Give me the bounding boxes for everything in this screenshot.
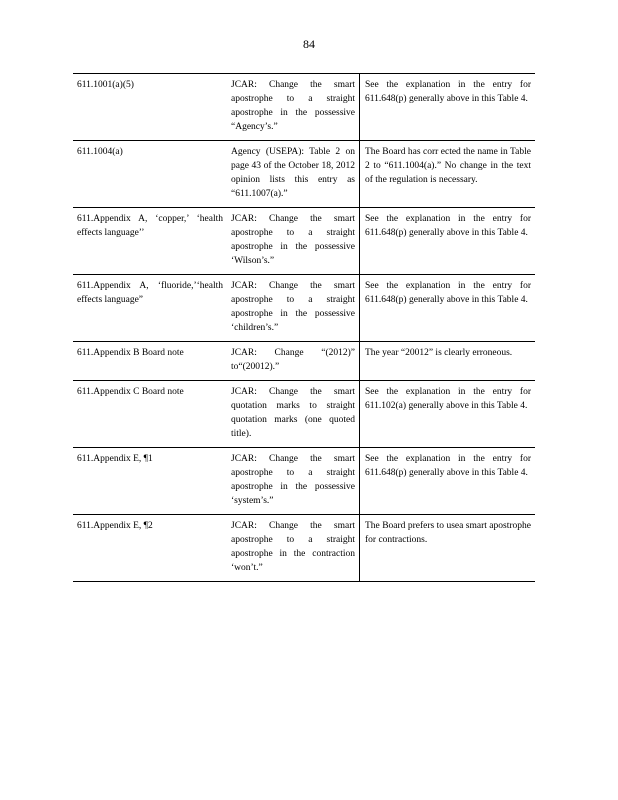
- table-row: [73, 381, 535, 448]
- action-cell: See the explanation in the entry for 611.102(a) generally above in this Table 4.: [360, 381, 536, 448]
- source-cell: JCAR: Change the smart apostrophe to a straight apostrophe in the possessive ‘Wilson’s.”: [227, 208, 360, 275]
- section-cell: 611.Appendix A, ‘copper,’ ‘health effects language’’: [73, 208, 227, 275]
- source-cell: JCAR: Change the smart apostrophe to a straight apostrophe in the possessive ‘system’s.”: [227, 448, 360, 515]
- action-cell: The Board prefers to usea smart apostrophe for contractions.: [360, 515, 536, 582]
- table-row: [73, 275, 535, 342]
- section-cell: 611.Appendix C Board note: [73, 381, 227, 448]
- section-cell: 611.Appendix A, ‘fluoride,’‘health effects language”: [73, 275, 227, 342]
- action-cell: See the explanation in the entry for 611.648(p) generally above in this Table 4.: [360, 275, 536, 342]
- source-cell: JCAR: Change the smart quotation marks to straight quotation marks (one quoted title).: [227, 381, 360, 448]
- action-cell: See the explanation in the entry for 611.648(p) generally above in this Table 4.: [360, 448, 536, 515]
- table-row: [73, 141, 535, 208]
- section-cell: 611.Appendix E, ¶2: [73, 515, 227, 582]
- source-cell: JCAR: Change the smart apostrophe to a straight apostrophe in the contraction ‘won’t.”: [227, 515, 360, 582]
- section-cell: 611.1004(a): [73, 141, 227, 208]
- section-cell: 611.Appendix E, ¶1: [73, 448, 227, 515]
- action-cell: See the explanation in the entry for 611.648(p) generally above in this Table 4.: [360, 74, 536, 141]
- source-cell: JCAR: Change the smart apostrophe to a straight apostrophe in the possessive ‘children’s.”: [227, 275, 360, 342]
- source-cell: JCAR: Change the smart apostrophe to a straight apostrophe in the possessive “Agency’s.”: [227, 74, 360, 141]
- table-row: [73, 74, 535, 141]
- table-row: [73, 342, 535, 381]
- table-row: [73, 515, 535, 582]
- comments-table: [73, 73, 535, 582]
- table-row: [73, 448, 535, 515]
- action-cell: The Board has corr ected the name in Table 2 to “611.1004(a).” No change in the text of the regulation is necessary.: [360, 141, 536, 208]
- source-cell: JCAR: Change “(2012)” to“(20012).”: [227, 342, 360, 381]
- table-row: [73, 208, 535, 275]
- section-cell: 611.Appendix B Board note: [73, 342, 227, 381]
- source-cell: Agency (USEPA): Table 2 on page 43 of the October 18, 2012 opinion lists this entry as “611.1007(a).”: [227, 141, 360, 208]
- action-cell: The year “20012” is clearly erroneous.: [360, 342, 536, 381]
- section-cell: 611.1001(a)(5): [73, 74, 227, 141]
- action-cell: See the explanation in the entry for 611.648(p) generally above in this Table 4.: [360, 208, 536, 275]
- page-number: 84: [303, 37, 315, 51]
